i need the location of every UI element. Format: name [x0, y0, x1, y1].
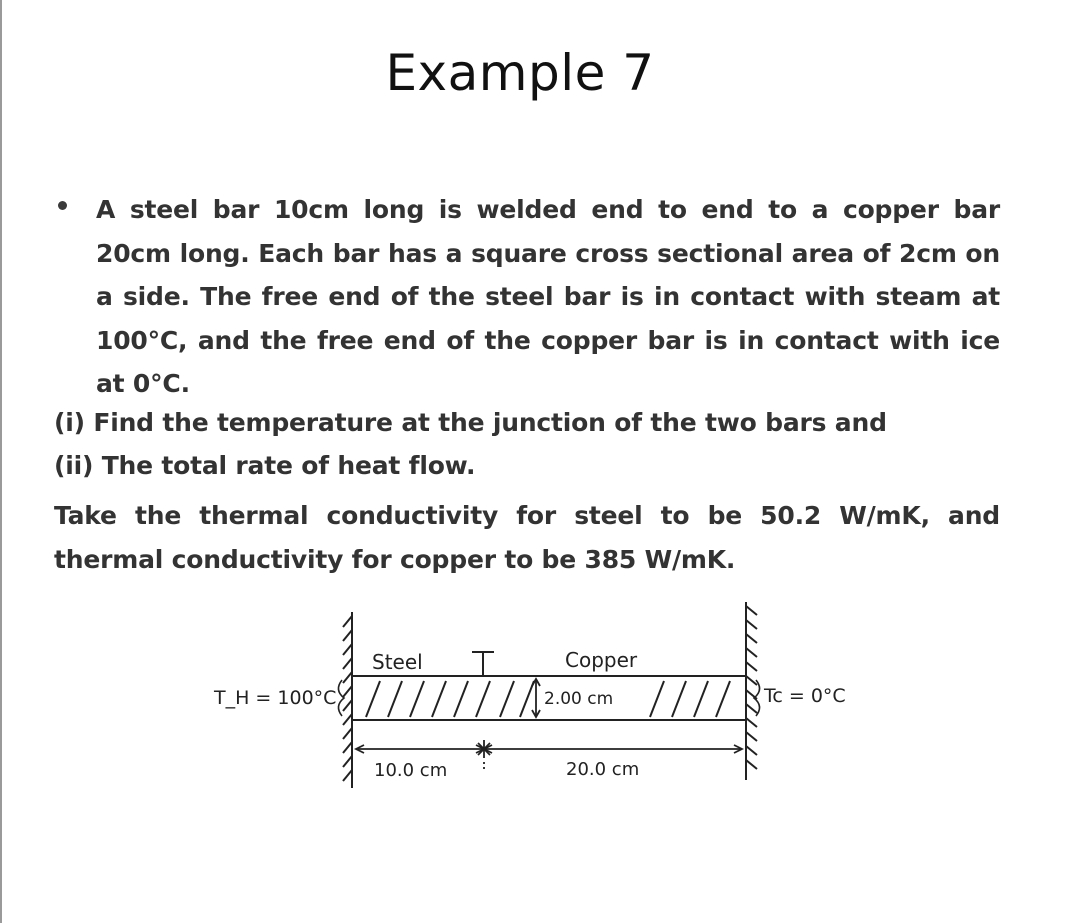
right-wall [746, 602, 757, 780]
copper-label: Copper [565, 648, 638, 672]
copper-length-label: 20.0 cm [566, 759, 640, 780]
hot-temp-label: T_H = 100°C [214, 687, 337, 709]
question-part-i: (i) Find the temperature at the junction of the two bars and [54, 408, 887, 437]
side-label: 2.00 cm [544, 689, 614, 709]
junction-marker [472, 652, 494, 676]
steel-length-label: 10.0 cm [374, 760, 448, 781]
copper-hatching [650, 681, 730, 717]
steel-hatching [366, 681, 534, 717]
cold-temp-label: Tc = 0°C [764, 685, 846, 707]
steel-label: Steel [372, 650, 423, 674]
slide-title: Example 7 [385, 44, 655, 102]
left-wall [343, 612, 352, 788]
question-part-ii: (ii) The total rate of heat flow. [54, 451, 476, 480]
side-dimension-arrow [532, 679, 540, 717]
problem-statement: A steel bar 10cm long is welded end to end to a copper bar 20cm long. Each bar has a square cross sectional area of 2cm on a side. The free end of the steel bar is in contact with steam at 100°C, and the free end of the copper bar is in contact with ice at 0°C. [96, 195, 1000, 398]
given-conductivities: Take the thermal conductivity for steel to be 50.2 W/mK, and thermal conductivity for copper to be 385 W/mK. [54, 501, 1000, 574]
